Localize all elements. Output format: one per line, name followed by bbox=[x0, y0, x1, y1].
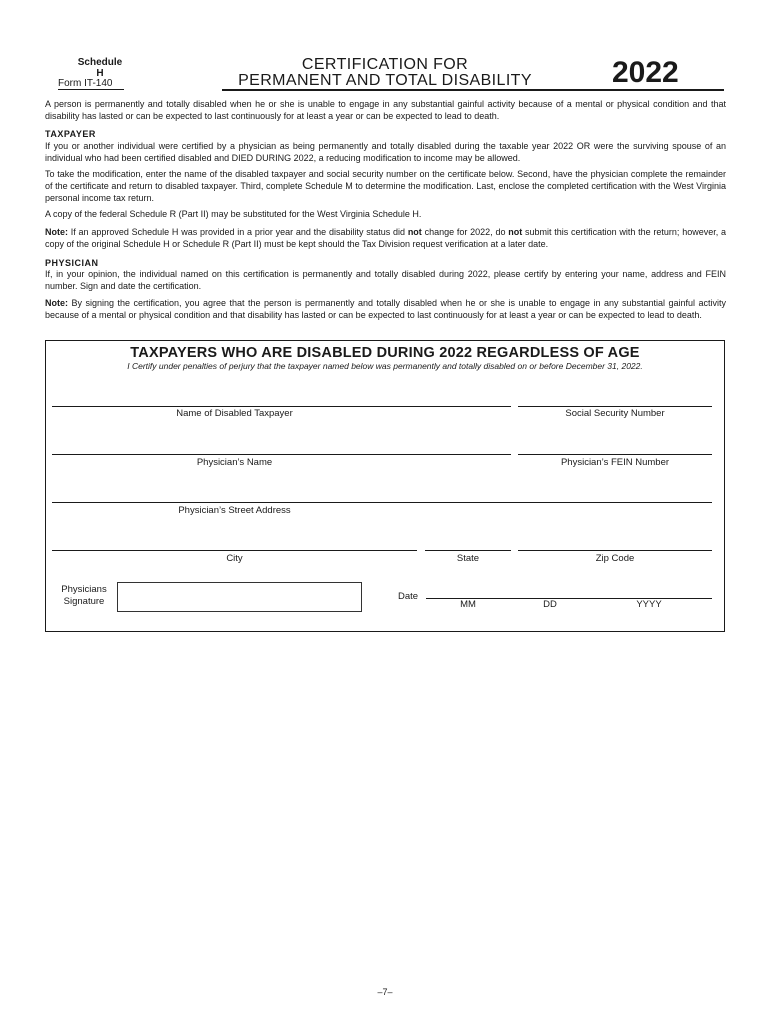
note-text-2: change for 2022, do bbox=[421, 227, 509, 237]
physician-name-field[interactable] bbox=[52, 454, 511, 455]
note-not-1: not bbox=[407, 227, 422, 237]
street-address-field[interactable] bbox=[52, 502, 712, 503]
page-title-line1: CERTIFICATION FOR bbox=[301, 56, 469, 73]
physician-note bbox=[45, 297, 726, 321]
physician-paragraph-1: If, in your opinion, the individual named on this certification is permanently and totally disabled during 2022, please certify by entering your name, address and FEIN number. Sign and date the certification. bbox=[45, 269, 726, 291]
taxpayer-paragraph-2: To take the modification, enter the name of the disabled taxpayer and social security number on the certificate below. Second, have the physician complete the remainder of the certificate and return to disabled taxpayer. Third, complete Schedule M to determine the modification. Last, enclose the completed certification with the West Virginia personal income tax return. bbox=[45, 169, 726, 203]
state-field[interactable] bbox=[425, 550, 511, 551]
certificate-title: TAXPAYERS WHO ARE DISABLED DURING 2022 REGARDLESS OF AGE bbox=[130, 345, 640, 361]
physician-fein-field[interactable] bbox=[518, 454, 712, 455]
date-yyyy-label: YYYY bbox=[636, 599, 662, 610]
page-title-line2: PERMANENT AND TOTAL DISABILITY bbox=[238, 72, 532, 89]
note-text-3: submit this certification with the return; however, a copy of the original Schedule H or Schedule R (Part II) must be kept should the Tax Division request verification at a later date. bbox=[45, 227, 726, 249]
date-dd-label: DD bbox=[543, 599, 557, 610]
tax-year: 2022 bbox=[612, 56, 679, 89]
physician-fein-label: Physician’s FEIN Number bbox=[560, 457, 670, 468]
taxpayer-paragraph-3: A copy of the federal Schedule R (Part II) may be substituted for the West Virginia Schedule H. bbox=[45, 209, 422, 219]
form-number-underline bbox=[58, 89, 124, 90]
zip-label: Zip Code bbox=[595, 553, 635, 564]
street-address-label: Physician’s Street Address bbox=[178, 505, 291, 516]
ssn-label: Social Security Number bbox=[565, 408, 665, 419]
city-field[interactable] bbox=[52, 550, 417, 551]
note-label: Note: bbox=[45, 227, 68, 237]
state-label: State bbox=[456, 553, 480, 564]
note-label: Note: bbox=[45, 298, 68, 308]
signature-label-line1: Physicians bbox=[61, 584, 107, 595]
physician-heading: PHYSICIAN bbox=[45, 258, 99, 268]
date-label: Date bbox=[398, 591, 419, 602]
note-text: By signing the certification, you agree that the person is permanently and totally disabled when he or she is unable to engage in any substantial gainful activity because of a mental or physical condition and that disability has lasted or can be expected to last continuously for at least a year or can be expected to lead to death. bbox=[45, 298, 726, 320]
ssn-field[interactable] bbox=[518, 406, 712, 407]
note-text-1: If an approved Schedule H was provided in a prior year and the disability status did bbox=[68, 227, 408, 237]
certificate-subtitle: I Certify under penalties of perjury that the taxpayer named below was permanently and totally disabled on or before December 31, 2022. bbox=[127, 361, 643, 371]
intro-paragraph: A person is permanently and totally disabled when he or she is unable to engage in any substantial gainful activity because of a mental or physical condition and that disability has lasted or can be expected to last continuously for at least a year or can be expected to lead to death. bbox=[45, 99, 726, 121]
page-number: –7– bbox=[377, 987, 393, 997]
schedule-word: Schedule bbox=[77, 57, 123, 68]
taxpayer-heading: TAXPAYER bbox=[45, 129, 96, 139]
taxpayer-paragraph-1: If you or another individual were certified by a physician as being permanently and totally disabled during the taxable year 2022 OR were the surviving spouse of an individual who had been certified disabled and DIED DURING 2022, a reducing modification to income may be allowed. bbox=[45, 141, 726, 163]
physician-name-label: Physician’s Name bbox=[196, 457, 273, 468]
schedule-label bbox=[60, 57, 140, 79]
taxpayer-name-label: Name of Disabled Taxpayer bbox=[176, 408, 293, 419]
signature-box[interactable] bbox=[117, 582, 362, 612]
note-not-2: not bbox=[508, 227, 523, 237]
date-mm-label: MM bbox=[460, 599, 476, 610]
schedule-letter: H bbox=[96, 68, 104, 79]
signature-label bbox=[52, 584, 116, 608]
signature-label-line2: Signature bbox=[63, 596, 105, 607]
taxpayer-name-field[interactable] bbox=[52, 406, 511, 407]
form-number: Form IT-140 bbox=[58, 78, 113, 89]
taxpayer-note bbox=[45, 226, 726, 250]
city-label: City bbox=[226, 553, 243, 564]
zip-field[interactable] bbox=[518, 550, 712, 551]
